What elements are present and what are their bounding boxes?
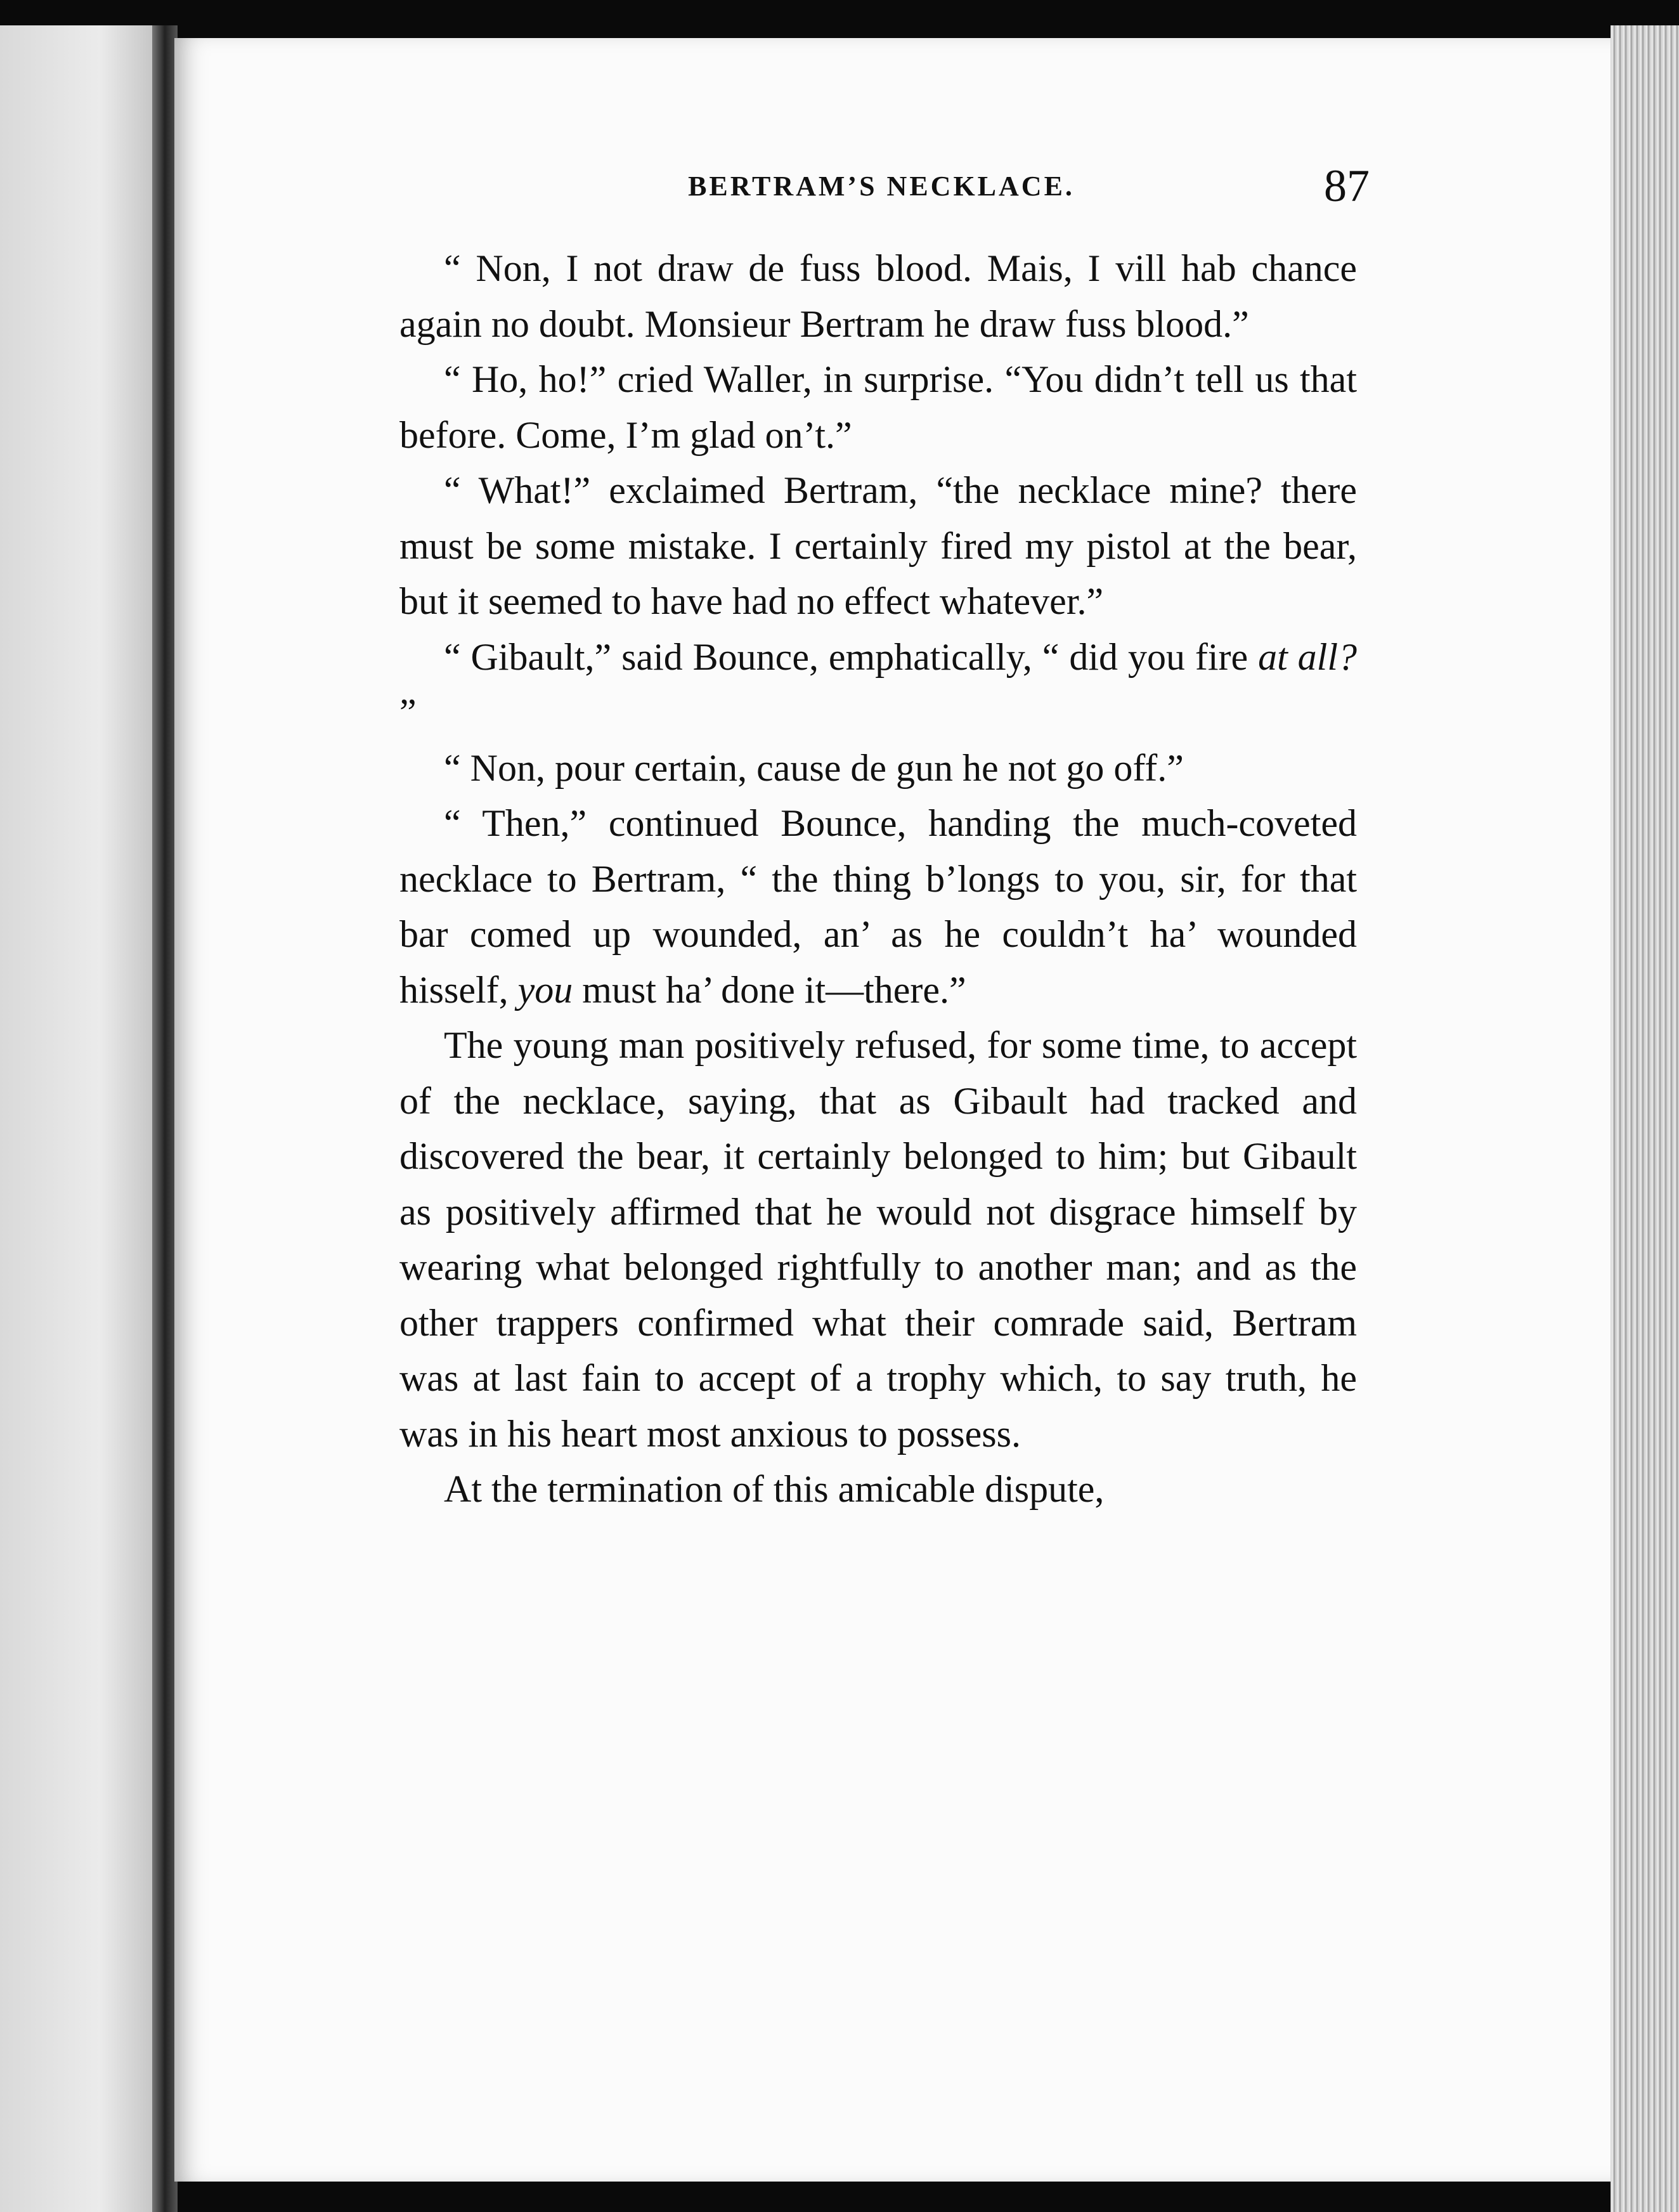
book-gutter [152,25,178,2212]
italic-run: at all? [1258,635,1358,678]
paragraph [399,1018,1357,1462]
paragraph [399,352,1357,463]
paragraph [399,796,1357,1018]
text-run: ” [399,691,417,733]
page-stack-edge [1611,25,1679,2212]
paragraph [399,463,1357,630]
text-run: “ What!” exclaimed Bertram, “the necklace mine? there must be some mistake. I certainly fired my pistol at the bear, but it seemed to have had no effect whatever.” [399,469,1357,622]
text-run: “ Ho, ho!” cried Waller, in surprise. “You didn’t tell us that before. Come, I’m glad on’t.” [399,358,1357,456]
paragraph [399,630,1357,741]
paragraph [399,241,1357,352]
text-run: “ Then,” continued Bounce, handing the much-coveted necklace to Bertram, “ the thing b’longs to you, sir, for that bar comed up wounded, an’ as he couldn’t ha’ wounded hisself, [399,802,1357,1011]
paragraph [399,1462,1357,1518]
page-number: 87 [1324,160,1370,211]
text-run: must ha’ done it—there.” [573,968,966,1011]
body-text [399,241,1357,1518]
facing-page-edge [0,25,166,2212]
text-run: At the termination of this amicable dispute, [444,1468,1105,1510]
text-run: The young man positively refused, for some time, to accept of the necklace, saying, that as Gibault had tracked and discovered the bear, it certainly belonged to him; but Gibault as positively affirmed that he would not disgrace himself by wearing what belonged rightfully to another man; and as the other trappers confirmed what their comrade said, Bertram was at last fain to accept of a trophy which, to say truth, he was in his heart most anxious to possess. [399,1024,1357,1455]
text-run: “ Non, I not draw de fuss blood. Mais, I vill hab chance again no doubt. Monsieur Bertram he draw fuss blood.” [399,247,1357,345]
italic-run: you [517,968,573,1011]
paragraph [399,741,1357,797]
text-run: “ Gibault,” said Bounce, emphatically, “ did you fire [444,635,1259,678]
text-run: “ Non, pour certain, cause de gun he not go off.” [444,746,1184,789]
running-title: BERTRAM’S NECKLACE. [688,171,1075,202]
